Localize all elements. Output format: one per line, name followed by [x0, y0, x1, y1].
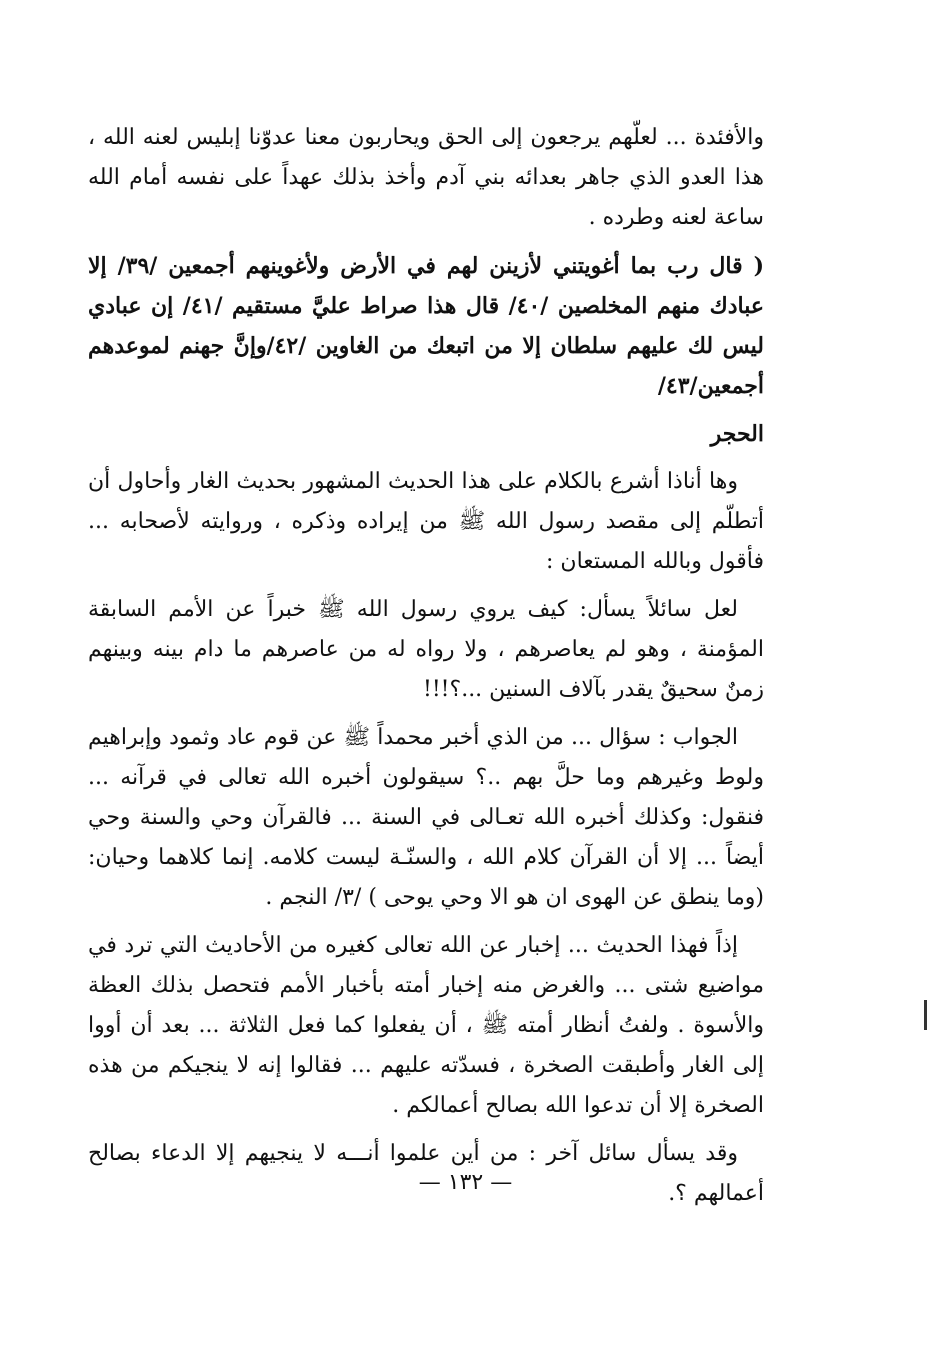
quote-source-label: الحجر [710, 421, 764, 447]
quran-quote: ( قال رب بما أغويتني لأزينن لهم في الأرض ولأغوينهم أجمعين /٣٩/ إلا عبادك منهم المخلصين /٤٠/ قال هذا صراط عليَّ مستقيم /٤١/ إن عبادي ليس لك عليهم سلطان إلا من اتبعك من الغاوين /٤٢/وإنَّ جهنم لموعدهم أجمعين/٤٣/ [88, 253, 764, 399]
scan-edge-mark [924, 1000, 927, 1030]
paragraph-commentary: وها أناذا أشرع بالكلام على هذا الحديث المشهور بحديث الغار وأحاول أن أتطلّم إلى مقصد رسول الله ﷺ من إيراده وذكره ، وروايته لأصحابه ... فأقول وبالله المستعان : [88, 469, 764, 574]
paragraph-second-question: وقد يسأل سائل آخر : من أين علموا أنـــه لا ينجيهم إلا الدعاء بصالح أعمالهم ؟. [88, 1141, 764, 1206]
page-number: — ١٣٢ — [418, 1170, 513, 1195]
paragraph-question: لعل سائلاً يسأل: كيف يروي رسول الله ﷺ خبراً عن الأمم السابقة المؤمنة ، وهو لم يعاصرهم ، ولا رواه له من عاصرهم ما دام بينه وبينهم زمنٌ سحيقٌ يقدر بآلاف السنين ...؟!!! [88, 597, 764, 702]
paragraph-answer: الجواب : سؤال ... من الذي أخبر محمداً ﷺ عن قوم عاد وثمود وإبراهيم ولوط وغيرهم وما حلَّ بهم ..؟ سيقولون أخبره الله تعالى في قرآنه ... فنقول: وكذلك أخبره الله تعـالى في السنة ... فالقرآن وحي والسنة وحي أيضاً ... إلا أن القرآن كلام الله ، والسنّـة ليست كلامه. إنما كلاهما وحيان: (وما ينطق عن الهوى ان هو الا وحي يوحى ) /٣/ النجم . [88, 725, 764, 910]
paragraph-conclusion: إذاً فهذا الحديث ... إخبار عن الله تعالى كغيره من الأحاديث التي ترد في مواضيع شتى ... والغرض منه إخبار أمته بأخبار الأمم فتحصل بذلك العظة والأسوة . ولفتُ أنظار أمته ﷺ ، أن يفعلوا كما فعل الثلاثة ... بعد أن أووا إلى الغار وأطبقت الصخرة ، فسدّته عليهم ... فقالوا إنه لا ينجيكم من هذه الصخرة إلا أن تدعوا الله بصالح أعمالكم . [88, 933, 764, 1118]
body-text [88, 118, 764, 1222]
paragraph-intro: والأفئدة ... لعلّهم يرجعون إلى الحق ويحاربون معنا عدوّنا إبليس لعنه الله ، هذا العدو الذي جاهر بعدائه بني آدم وأخذ بذلك عهداً على نفسه أمام الله ساعة لعنه وطرده . [88, 125, 764, 230]
